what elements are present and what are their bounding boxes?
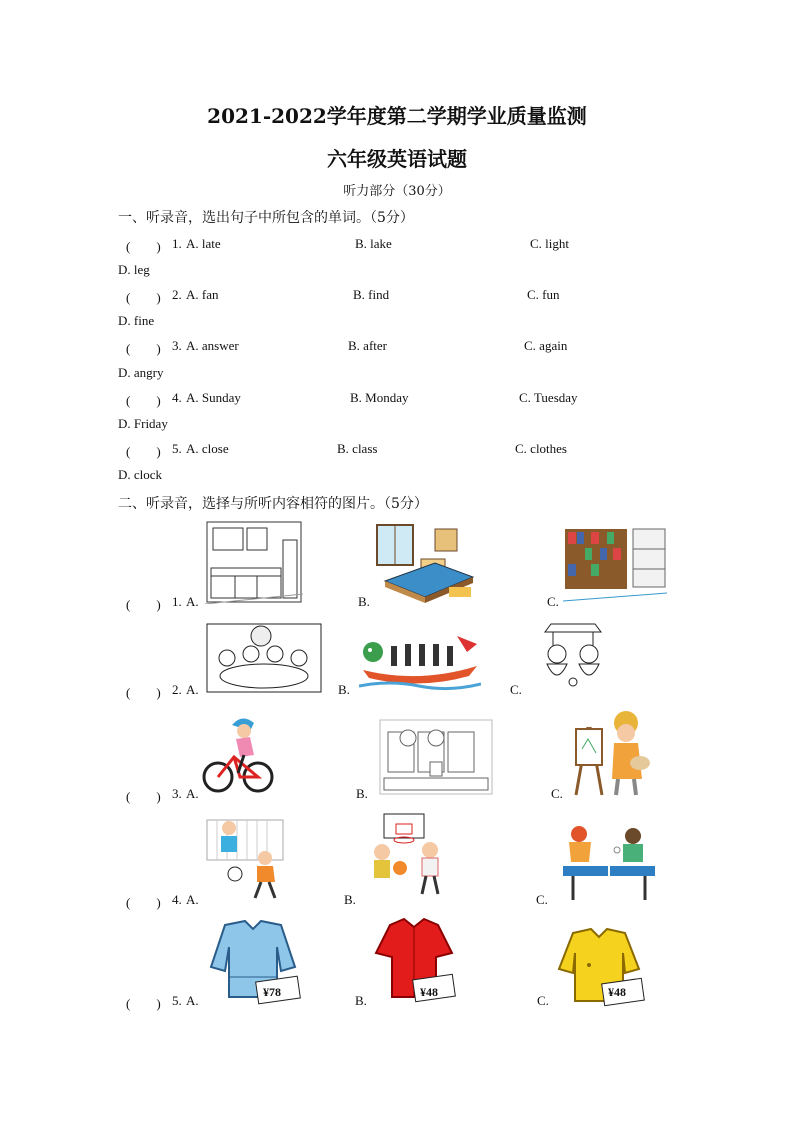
- answer-blank[interactable]: ( ): [126, 685, 161, 700]
- question-number: 5.: [172, 441, 182, 456]
- question-number: 5.: [172, 993, 182, 1008]
- option-c-label: C.: [547, 594, 559, 609]
- option-c: C. Tuesday: [519, 390, 578, 405]
- part-label: 听力部分（30分）: [343, 184, 451, 199]
- option-b: B. Monday: [350, 390, 409, 405]
- option-a-label: A.: [186, 682, 199, 697]
- answer-blank[interactable]: ( ): [126, 341, 161, 356]
- answer-blank[interactable]: ( ): [126, 239, 161, 254]
- question-number: 2.: [172, 287, 182, 302]
- price-tag: ¥48: [608, 985, 626, 999]
- price-tag: ¥78: [263, 985, 281, 999]
- ping-pong-picture[interactable]: [559, 822, 659, 902]
- answer-blank[interactable]: ( ): [126, 895, 161, 910]
- cycling-picture[interactable]: [202, 711, 274, 797]
- answer-blank[interactable]: ( ): [126, 597, 161, 612]
- question-number: 4.: [172, 390, 182, 405]
- new-year-greeting-picture[interactable]: [525, 620, 621, 692]
- kitchen-picture[interactable]: [205, 520, 303, 604]
- option-a-label: A.: [186, 892, 199, 907]
- painting-picture[interactable]: [566, 709, 654, 797]
- yellow-sweater-picture[interactable]: [553, 925, 645, 1007]
- question-number: 1.: [172, 594, 182, 609]
- section1-heading: 一、听录音，选出句子中所包含的单词。（5分）: [118, 210, 414, 226]
- option-a: A. late: [186, 236, 221, 251]
- question-number: 1.: [172, 236, 182, 251]
- option-b-label: B.: [338, 682, 350, 697]
- question-number: 3.: [172, 786, 182, 801]
- answer-blank[interactable]: ( ): [126, 789, 161, 804]
- option-d: D. leg: [118, 262, 150, 277]
- option-d: D. fine: [118, 313, 155, 328]
- option-c: C. light: [530, 236, 570, 251]
- family-dinner-picture[interactable]: [205, 622, 323, 694]
- option-a-label: A.: [186, 993, 199, 1008]
- football-picture[interactable]: [203, 816, 287, 902]
- basketball-picture[interactable]: [364, 812, 450, 898]
- question-number: 4.: [172, 892, 182, 907]
- option-a: A. Sunday: [186, 390, 241, 405]
- option-b-label: B.: [355, 993, 367, 1008]
- option-c: C. again: [524, 338, 568, 353]
- answer-blank[interactable]: ( ): [126, 290, 161, 305]
- answer-blank[interactable]: ( ): [126, 393, 161, 408]
- option-a: A. answer: [186, 338, 239, 353]
- option-b: B. class: [337, 441, 378, 456]
- option-d: D. Friday: [118, 416, 168, 431]
- question-number: 3.: [172, 338, 182, 353]
- option-c-label: C.: [551, 786, 563, 801]
- option-d: D. angry: [118, 365, 164, 380]
- answer-blank[interactable]: ( ): [126, 444, 161, 459]
- answer-blank[interactable]: ( ): [126, 996, 161, 1011]
- option-c-label: C.: [510, 682, 522, 697]
- bedroom-picture[interactable]: [375, 521, 479, 603]
- price-tag: ¥48: [420, 985, 438, 999]
- option-a: A. close: [186, 441, 229, 456]
- question-number: 2.: [172, 682, 182, 697]
- option-c-label: C.: [537, 993, 549, 1008]
- option-d: D. clock: [118, 467, 163, 482]
- option-b-label: B.: [344, 892, 356, 907]
- option-a-label: A.: [186, 786, 199, 801]
- option-a: A. fan: [186, 287, 219, 302]
- page-title: 2021-2022学年度第二学期学业质量监测: [207, 104, 587, 128]
- library-picture[interactable]: [563, 527, 667, 603]
- option-c-label: C.: [536, 892, 548, 907]
- dragon-boat-picture[interactable]: [359, 626, 481, 692]
- option-b-label: B.: [358, 594, 370, 609]
- option-b-label: B.: [356, 786, 368, 801]
- section2-heading: 二、听录音，选择与所听内容相符的图片。（5分）: [118, 496, 428, 512]
- cinema-picture[interactable]: [378, 718, 494, 796]
- blue-sweater-picture[interactable]: [205, 917, 301, 1005]
- option-b: B. after: [348, 338, 387, 353]
- red-shirt-picture[interactable]: [372, 917, 456, 1005]
- option-a-label: A.: [186, 594, 199, 609]
- option-b: B. find: [353, 287, 390, 302]
- option-c: C. clothes: [515, 441, 567, 456]
- option-b: B. lake: [355, 236, 392, 251]
- option-c: C. fun: [527, 287, 560, 302]
- page-subtitle: 六年级英语试题: [327, 147, 467, 171]
